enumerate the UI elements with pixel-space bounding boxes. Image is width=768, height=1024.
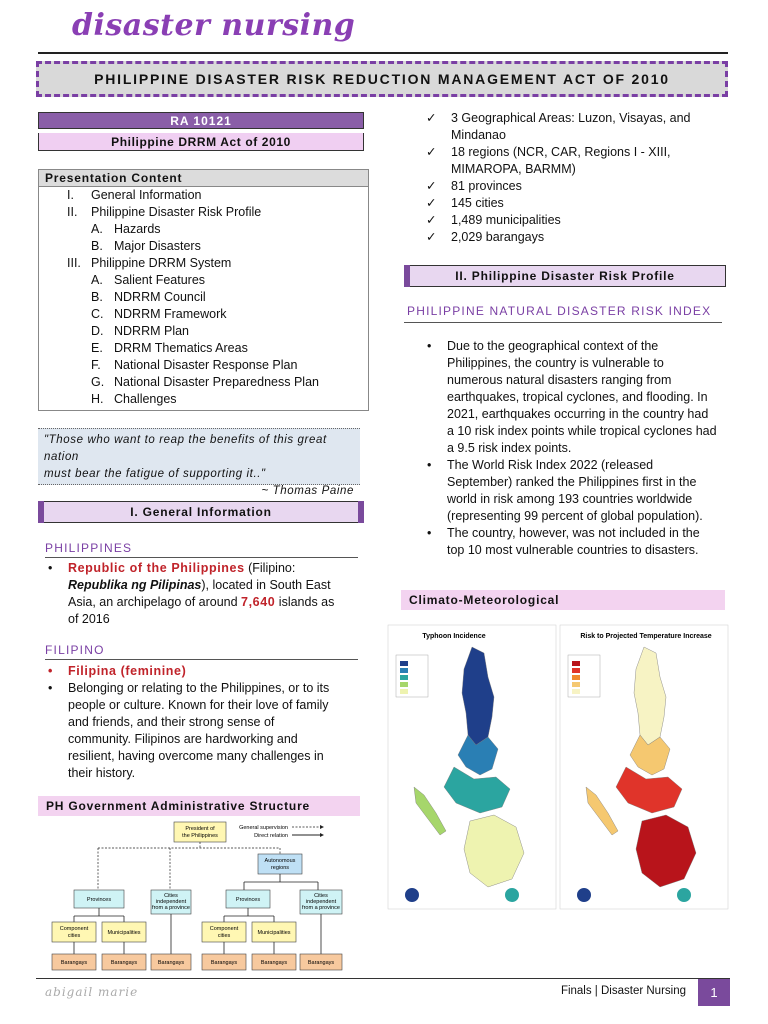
quote-line: "Those who want to reap the benefits of this great nation [44,434,327,463]
svg-text:Municipalities: Municipalities [257,930,291,936]
svg-text:Component: Component [59,926,89,932]
list-item: ✓ 1,489 municipalities [426,213,561,227]
risk-profile-bar [404,265,726,287]
philippines-bullets [45,560,365,628]
president-label: the Philippines [182,833,218,839]
gov-structure-heading: PH Government Administrative Structure [38,796,360,816]
risk-index-bullets [424,338,726,559]
svg-text:from a province: from a province [152,905,190,911]
page-header-title: disaster nursing [72,8,356,43]
president-node [174,822,226,842]
legend-supervision: General supervision [239,825,288,831]
list-item: ✓ 3 Geographical Areas: Luzon, Visayas, and Mindanao [426,111,691,142]
president-label: President of [185,826,215,832]
svg-text:Component: Component [209,926,239,932]
svg-text:independent: independent [155,899,187,905]
check-icon: ✓ [426,230,437,244]
autonomous-node [258,854,302,874]
presentation-item: III. Philippine DRRM System [67,256,232,270]
presentation-item: C. NDRRM Framework [91,307,227,321]
list-item: ✓ 145 cities [426,196,504,210]
risk-profile-label: II. Philippine Disaster Risk Profile [455,269,675,283]
geo-checklist [424,110,724,246]
legend-direct: Direct relation [254,833,288,839]
svg-text:Barangays: Barangays [260,960,288,966]
philippines-heading: PHILIPPINES [45,541,133,555]
ra-code: RA 10121 [38,112,364,129]
presentation-heading: Presentation Content [39,170,368,187]
header-rule [38,52,728,54]
check-icon: ✓ [426,111,437,125]
page-number: 1 [698,979,730,1006]
svg-text:Barangays: Barangays [60,960,88,966]
list-item: • The country, however, was not included in the top 10 most vulnerable countries to disasters. [427,526,700,557]
list-item: • Republic of the Philippines (Filipino: Republika ng Pilipinas), located in South East Asia, an archipelago of around 7,640 islands as of 2016 [48,561,335,626]
check-icon: ✓ [426,145,437,159]
quote-line: must bear the fatigue of supporting it.." [44,468,266,480]
svg-text:Autonomous: Autonomous [264,858,296,864]
component-cities-node [202,922,246,942]
svg-text:Barangays: Barangays [307,960,335,966]
presentation-item: H. Challenges [91,392,177,406]
presentation-item: B. NDRRM Council [91,290,206,304]
quote-author: ~ Thomas Paine [261,485,354,497]
list-item: • Filipina (feminine) [48,664,187,678]
filipino-bullets [45,663,365,782]
svg-text:regions: regions [270,865,290,871]
filipino-heading: FILIPINO [45,643,105,657]
list-item: ✓ 18 regions (NCR, CAR, Regions I - XIII, MIMAROPA, BARMM) [426,145,671,176]
presentation-item: A. Salient Features [91,273,206,287]
presentation-item: E. DRRM Thematics Areas [91,341,248,355]
svg-text:Provinces: Provinces [86,897,112,903]
general-info-label: I. General Information [130,505,272,519]
presentation-item: B. Major Disasters [91,239,201,253]
svg-text:Cities: Cities [314,893,328,899]
svg-text:Cities: Cities [164,893,178,899]
svg-text:cities: cities [217,933,231,939]
typhoon-map-title: Typhoon Incidence [422,633,486,640]
list-item: ✓ 81 provinces [426,179,522,193]
ra-name: Philippine DRRM Act of 2010 [38,133,364,151]
temperature-map-title: Risk to Projected Temperature Increase [580,633,712,640]
svg-text:independent: independent [305,899,337,905]
footer-text: Finals | Disaster Nursing [560,985,686,997]
quote-box [38,428,360,497]
svg-text:cities: cities [67,933,81,939]
presentation-list [39,187,368,408]
component-cities-node [52,922,96,942]
presentation-item: F. National Disaster Response Plan [91,358,298,372]
list-item: • The World Risk Index 2022 (released September) ranked the Philippines first in the world in risk among 193 countries worldwide (representing 99 percent of global population). [427,458,703,523]
svg-text:from a province: from a province [302,905,340,911]
check-icon: ✓ [426,213,437,227]
presentation-content-box [38,169,369,411]
svg-text:Municipalities: Municipalities [107,930,141,936]
check-icon: ✓ [426,196,437,210]
list-item: • Due to the geographical context of the Philippines, the country is vulnerable to numerous natural disasters ranging from earthquakes, tropical cyclones, and flooding. In 2021, earthquakes occurring in the country had a 10 risk index points while tropical cyclones had a 9.5 risk index points. [427,339,717,455]
ra-box [38,112,364,151]
climate-maps-figure [384,617,732,921]
gov-structure-diagram [38,818,364,974]
document-banner: PHILIPPINE DISASTER RISK REDUCTION MANAGEMENT ACT OF 2010 [36,61,728,97]
list-item: • Belonging or relating to the Philippines, or to its people or culture. Known for their love of family and friends, and their strong sense of community. Filipinos are hardworking and resilient, having overcome many challenges in their history. [48,681,330,780]
general-info-bar [38,501,364,523]
svg-text:Barangays: Barangays [210,960,238,966]
svg-text:Barangays: Barangays [110,960,138,966]
presentation-item: I. General Information [67,188,202,202]
footer-signature: abigail marie [45,985,139,999]
svg-text:Barangays: Barangays [157,960,185,966]
risk-index-heading: PHILIPPINE NATURAL DISASTER RISK INDEX [407,304,712,318]
climate-maps [384,617,732,921]
presentation-item: II. Philippine Disaster Risk Profile [67,205,262,219]
presentation-item: A. Hazards [91,222,161,236]
climate-heading: Climato-Meteorological [401,590,725,610]
svg-text:Provinces: Provinces [235,897,261,903]
presentation-item: G. National Disaster Preparedness Plan [91,375,319,389]
list-item: ✓ 2,029 barangays [426,230,545,244]
check-icon: ✓ [426,179,437,193]
presentation-item: D. NDRRM Plan [91,324,190,338]
